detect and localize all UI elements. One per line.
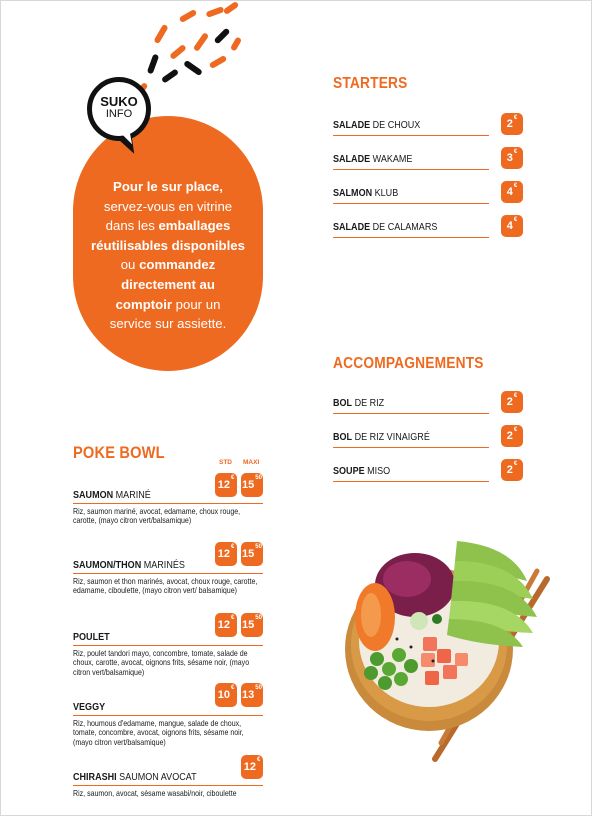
info-line-3: dans les (105, 218, 155, 234)
price-tag (501, 391, 523, 413)
poke-bowl-title: POKE BOWL (73, 443, 165, 462)
item-name-bold: SALADE (333, 119, 371, 131)
info-line-2: servez-vous en vitrine (103, 198, 233, 214)
divider (73, 715, 263, 716)
item-name-rest: DE RIZ VINAIGRÉ (352, 431, 430, 443)
item-name-bold: BOL (333, 397, 353, 409)
price-currency: € (230, 544, 235, 550)
info-line-4: réutilisables disponibles (91, 237, 245, 253)
starter-item (333, 149, 489, 170)
item-name-rest: KLUB (372, 187, 399, 199)
price-maxi (241, 473, 263, 497)
poke-item-name (73, 771, 197, 784)
price-value: 15 (242, 548, 255, 560)
item-name-rest: DE RIZ (352, 397, 385, 409)
price-value: 12 (217, 479, 230, 491)
price-std (215, 683, 237, 707)
item-name-bold: SOUPE (333, 465, 365, 477)
price-currency: € (230, 475, 235, 481)
info-line-5-bold: commandez (139, 257, 216, 273)
item-name-bold: SAUMON (73, 489, 114, 501)
poke-item-description: Riz, saumon mariné, avocat, edamame, choux rouge, carotte, (mayo citron vert/balsamique) (73, 507, 241, 526)
info-line-3-bold: emballages (158, 218, 231, 234)
price-value: 4 (506, 186, 513, 198)
price-value: 2 (506, 430, 513, 442)
price-currency: € (513, 217, 518, 223)
poke-item-description: Riz, poulet tandori mayo, concombre, tomate, salade de choux, carotte, avocat, oignons frits, sésame noir, (mayo citron vert/balsamique) (73, 649, 250, 677)
info-line-7: comptoir (115, 296, 172, 312)
price-std (215, 542, 237, 566)
price-std (215, 473, 237, 497)
price-currency: € (513, 393, 518, 399)
info-line-5: ou (120, 257, 136, 273)
info-text (81, 177, 255, 334)
item-name-bold: SALADE (333, 221, 371, 233)
item-name-bold: POULET (73, 631, 110, 643)
item-name-bold: SALADE (333, 153, 371, 165)
divider (73, 503, 263, 504)
divider (73, 645, 263, 646)
price-value: 12 (243, 761, 256, 773)
price-value: 4 (506, 220, 513, 232)
price-tag (501, 113, 523, 135)
poke-item-name (73, 631, 110, 644)
price-currency: 50 (255, 615, 262, 621)
price-currency: € (513, 149, 518, 155)
price-value: 15 (242, 619, 255, 631)
price-std (241, 755, 263, 779)
badge-subtitle: INFO (105, 108, 133, 120)
side-item (333, 427, 489, 448)
price-maxi (241, 542, 263, 566)
divider (73, 785, 263, 786)
price-value: 2 (506, 118, 513, 130)
item-name-rest: DE CALAMARS (370, 221, 438, 233)
poke-item-name (73, 489, 151, 502)
accompagnements-title: ACCOMPAGNEMENTS (333, 355, 484, 372)
side-item (333, 393, 489, 414)
item-name-rest: SAUMON AVOCAT (116, 771, 197, 783)
price-value: 10 (217, 689, 230, 701)
price-tag (501, 181, 523, 203)
price-value: 15 (242, 479, 255, 491)
item-name-rest: MARINÉS (141, 559, 185, 571)
item-name-bold: CHIRASHI (73, 771, 117, 783)
price-currency: € (256, 757, 261, 763)
price-currency: 50 (255, 544, 262, 550)
info-line-8: service sur assiette. (109, 316, 227, 332)
poke-item-name (73, 559, 185, 572)
price-maxi (241, 683, 263, 707)
price-value: 13 (242, 689, 255, 701)
poke-bowl-image (337, 521, 577, 771)
price-tag (501, 215, 523, 237)
divider (73, 573, 263, 574)
item-name-rest: MISO (364, 465, 391, 477)
price-currency: € (230, 685, 235, 691)
price-currency: € (513, 427, 518, 433)
price-tag (501, 459, 523, 481)
info-line-7-rest: pour un (175, 296, 221, 312)
starter-item (333, 183, 489, 204)
price-value: 3 (506, 152, 513, 164)
starter-item (333, 115, 489, 136)
item-name-bold: SAUMON/THON (73, 559, 142, 571)
item-name-rest: MARINÉ (113, 489, 151, 501)
badge-title: SUKO (100, 94, 138, 109)
item-name-rest: DE CHOUX (370, 119, 421, 131)
price-value: 2 (506, 464, 513, 476)
size-std-label: STD (219, 459, 232, 466)
price-currency: € (513, 183, 518, 189)
price-value: 12 (217, 619, 230, 631)
price-tag (501, 147, 523, 169)
price-maxi (241, 613, 263, 637)
item-name-rest: WAKAME (370, 153, 413, 165)
side-item (333, 461, 489, 482)
item-name-bold: BOL (333, 431, 353, 443)
price-value: 2 (506, 396, 513, 408)
item-name-bold: SALMON (333, 187, 373, 199)
item-name-bold: VEGGY (73, 701, 106, 713)
info-line-1: Pour le sur place, (113, 179, 223, 194)
info-line-6: directement au (121, 276, 215, 292)
poke-item-description: Riz, saumon, avocat, sésame wasabi/noir, ciboulette (73, 789, 237, 798)
poke-item-name (73, 701, 105, 714)
size-maxi-label: MAXI (243, 459, 260, 466)
poke-item-description: Riz, houmous d'edamame, mangue, salade de choux, tomate, concombre, avocat, oignons frits, sésame noir, (mayo citron vert/balsamique) (73, 719, 244, 747)
price-currency: € (513, 461, 518, 467)
price-currency: 50 (255, 475, 262, 481)
starter-item (333, 217, 489, 238)
price-value: 12 (217, 548, 230, 560)
poke-item-description: Riz, saumon et thon marinés, avocat, choux rouge, carotte, edamame, ciboulette, (mayo citron vert/ balsamique) (73, 577, 258, 596)
price-currency: € (230, 615, 235, 621)
starters-title: STARTERS (333, 75, 408, 92)
price-tag (501, 425, 523, 447)
price-currency: 50 (255, 685, 262, 691)
price-std (215, 613, 237, 637)
price-currency: € (513, 115, 518, 121)
